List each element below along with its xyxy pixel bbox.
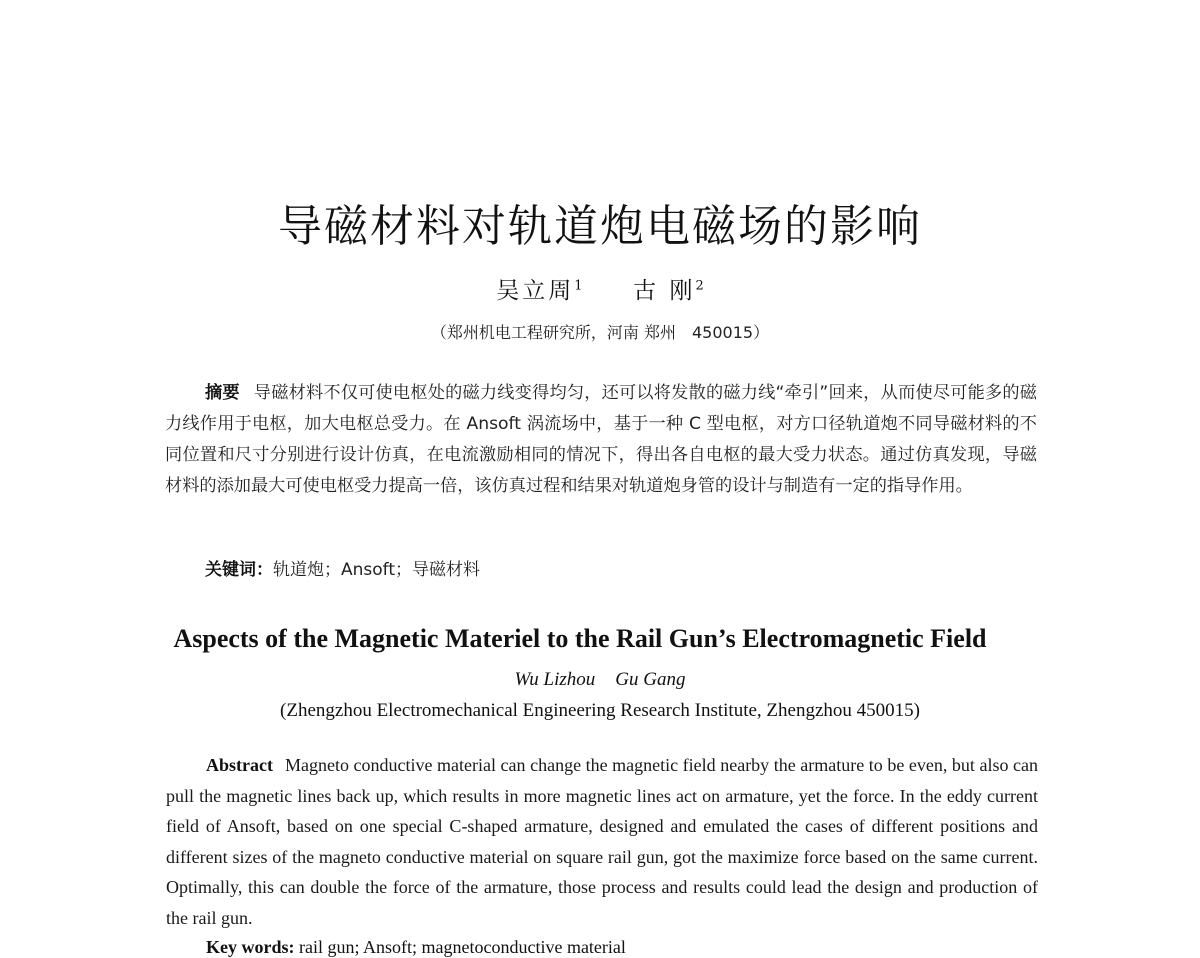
keywords-label: 关键词： bbox=[205, 560, 273, 580]
author-name: Wu Lizhou bbox=[514, 669, 596, 690]
chinese-abstract bbox=[165, 378, 1037, 502]
abstract-text: 导磁材料不仅可使电枢处的磁力线变得均匀，还可以将发散的磁力线“牵引”回来，从而使尽可能多的磁力线作用于电枢，加大电枢总受力。在 Ansoft 涡流场中，基于一种 C 型电枢，对方口径轨道炮不同导磁材料的不同位置和尺寸分别进行设计仿真，在电流激励相同的情况下，得出各自电枢的最大受力状态。通过仿真发现，导磁材料的添加最大可使电枢受力提高一倍，该仿真过程和结果对轨道炮身管的设计与制造有一定的指导作用。 bbox=[165, 383, 1037, 496]
abstract-label: 摘要 bbox=[205, 383, 240, 403]
author-affiliation-mark: 1 bbox=[574, 278, 583, 294]
author-affiliation-mark: 2 bbox=[695, 278, 704, 294]
english-affiliation: (Zhengzhou Electromechanical Engineering Research Institute, Zhengzhou 450015) bbox=[280, 700, 920, 721]
english-keywords bbox=[206, 937, 626, 958]
keywords-label: Key words: bbox=[206, 937, 295, 957]
english-authors bbox=[0, 669, 1200, 691]
chinese-affiliation: （郑州机电工程研究所，河南 郑州 450015） bbox=[430, 323, 770, 342]
english-abstract bbox=[166, 750, 1038, 934]
keywords-text: 轨道炮；Ansoft；导磁材料 bbox=[273, 560, 481, 580]
abstract-text: Magneto conductive material can change the magnetic field nearby the armature to be even, but also can pull the magnetic lines back up, which results in more magnetic lines act on armature, yet the force. In the eddy current field of Ansoft, based on one special C-shaped armature, designed and emulated the cases of different positions and different sizes of the magneto conductive material on square rail gun, got the maximize force based on the same current. Optimally, this can double the force of the armature, those process and results could lead the design and production of the rail gun. bbox=[166, 755, 1038, 928]
chinese-title: 导磁材料对轨道炮电磁场的影响 bbox=[278, 201, 922, 252]
author-name: Gu Gang bbox=[615, 669, 686, 690]
chinese-authors bbox=[0, 272, 1200, 305]
keywords-text: rail gun; Ansoft; magnetoconductive material bbox=[299, 937, 626, 957]
author-name: 吴立周 bbox=[496, 278, 575, 304]
english-title: Aspects of the Magnetic Materiel to the Rail Gun’s Electromagnetic Field bbox=[173, 624, 987, 653]
chinese-keywords bbox=[205, 555, 480, 580]
abstract-label: Abstract bbox=[206, 755, 273, 775]
author-name: 古 刚 bbox=[633, 278, 696, 304]
